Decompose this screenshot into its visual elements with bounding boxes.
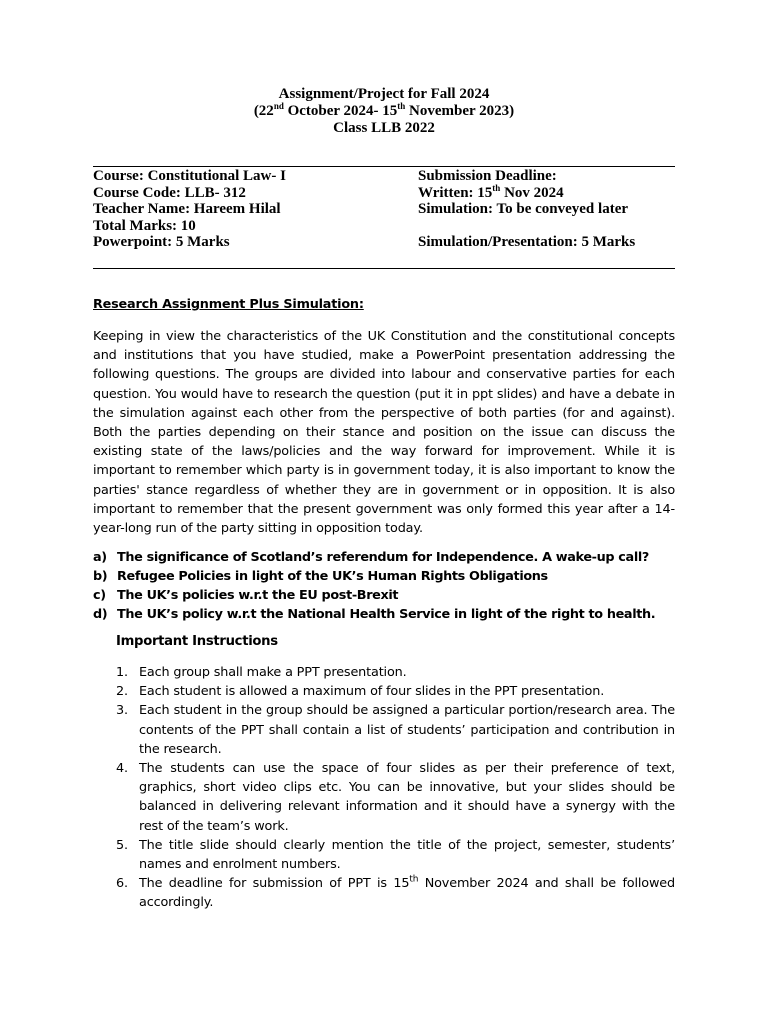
list-item	[116, 759, 675, 836]
instruction-text: Each student in the group should be assigned a particular portion/research area. The contents of the PPT shall contain a list of students’ participation and contribution in the research.	[139, 703, 675, 757]
question-text: Refugee Policies in light of the UK’s Human Rights Obligations	[117, 569, 548, 584]
intro-paragraph: Keeping in view the characteristics of the UK Constitution and the constitutional concepts and institutions that you have studied, make a PowerPoint presentation addressing the following questions. The groups are divided into labour and conservative parties for each question. You would have to research the question (put it in ppt slides) and have a debate in the simulation against each other from the perspective of both parties (for and against). Both the parties depending on their stance and position on the issue can discuss the existing state of the laws/policies and the way forward for improvement. While it is important to remember which party is in government today, it is also important to know the parties' stance regardless of whether they are in government or in opposition. It is also important to remember that the present government was only formed this year after a 14-year-long run of the party sitting in opposition today.	[93, 329, 675, 537]
list-marker: 3.	[116, 703, 128, 719]
list-marker: a)	[93, 550, 107, 565]
list-marker: 6.	[116, 876, 128, 892]
instruction-text: The title slide should clearly mention the title of the project, semester, students’ names and enrolment numbers.	[139, 837, 675, 873]
list-marker: 4.	[116, 761, 128, 777]
date-end: October 2024- 15	[283, 103, 398, 119]
course-info-right	[418, 168, 678, 251]
ordinal-suffix: th	[409, 874, 419, 885]
written-date-suffix: th	[492, 182, 501, 193]
top-divider	[93, 166, 675, 167]
list-item	[116, 701, 675, 759]
course-code: Course Code: LLB- 312	[93, 184, 246, 201]
list-item	[116, 663, 675, 682]
list-marker: b)	[93, 569, 108, 584]
title-block	[0, 86, 768, 137]
simulation-deadline: Simulation: To be conveyed later	[418, 201, 629, 218]
written-date: Written: 15	[418, 184, 493, 201]
list-item	[116, 836, 675, 874]
written-deadline	[418, 182, 678, 202]
presentation-marks: Simulation/Presentation: 5 Marks	[418, 234, 636, 251]
instruction-text-cont: November 2024 and shall be followed accordingly.	[139, 876, 675, 911]
section-heading: Research Assignment Plus Simulation:	[93, 297, 364, 312]
date-end-suffix: th	[397, 101, 406, 111]
course-info-left	[93, 168, 413, 251]
list-item	[93, 548, 675, 567]
bottom-divider	[93, 268, 675, 269]
list-marker: d)	[93, 607, 108, 622]
list-marker: 1.	[116, 665, 128, 680]
question-text: The significance of Scotland’s referendum for Independence. A wake-up call?	[117, 550, 649, 565]
date-start: (22	[253, 103, 274, 119]
total-marks: Total Marks: 10	[93, 217, 196, 234]
list-item	[93, 567, 675, 586]
assignment-dates	[0, 103, 768, 120]
list-marker: c)	[93, 588, 106, 603]
instruction-text: The deadline for submission of PPT is 15	[139, 876, 410, 892]
blank-line	[418, 218, 678, 235]
date-end-month: November 2023)	[405, 103, 515, 119]
course-name: Course: Constitutional Law- I	[93, 168, 286, 184]
assignment-title: Assignment/Project for Fall 2024	[278, 86, 490, 102]
teacher-name: Teacher Name: Hareem Hilal	[93, 201, 281, 218]
question-text: The UK’s policies w.r.t the EU post-Brexit	[117, 588, 399, 603]
instruction-text: Each group shall make a PPT presentation.	[139, 665, 407, 680]
list-item	[93, 586, 675, 605]
written-date-month: Nov 2024	[500, 184, 564, 201]
submission-deadline-label: Submission Deadline:	[418, 168, 557, 184]
list-marker: 5.	[116, 837, 128, 853]
powerpoint-marks: Powerpoint: 5 Marks	[93, 234, 230, 251]
instruction-text: The students can use the space of four slides as per their preference of text, graphics, short video clips etc. You can be innovative, but your slides should be balanced in delivering relevant information and it should have a synergy with the rest of the team’s work.	[139, 761, 675, 834]
list-item	[116, 874, 675, 912]
instructions-heading: Important Instructions	[116, 634, 278, 649]
list-marker: 2.	[116, 684, 128, 700]
list-item	[93, 605, 675, 624]
date-start-suffix: nd	[273, 101, 284, 111]
list-item	[116, 682, 675, 701]
instructions-list	[116, 663, 675, 913]
question-list	[93, 548, 675, 624]
question-text: The UK’s policy w.r.t the National Health Service in light of the right to health.	[117, 607, 656, 622]
class-label: Class LLB 2022	[333, 120, 435, 136]
instruction-text: Each student is allowed a maximum of four slides in the PPT presentation.	[139, 684, 605, 700]
